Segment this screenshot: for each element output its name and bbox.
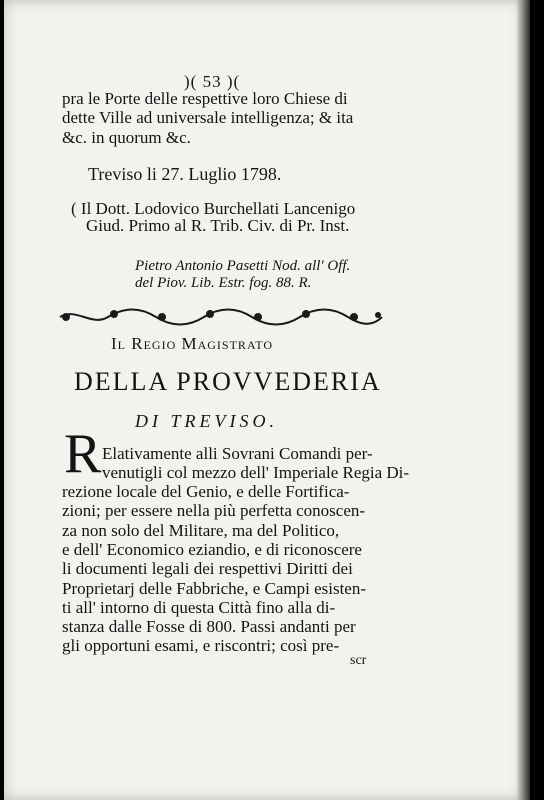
catchword: scr <box>350 653 367 668</box>
body-line: zioni; per essere nella più perfetta conoscen- <box>62 501 366 520</box>
notary-line: Pietro Antonio Pasetti Nod. all' Off. <box>135 258 351 274</box>
continuation-line: pra le Porte delle respettive loro Chiese di <box>62 89 348 108</box>
body-line: e dell' Economico eziandio, e di riconoscere <box>62 540 362 559</box>
body-line: za non solo del Militare, ma del Politico, <box>62 521 340 540</box>
page-number-header: )( 53 )( <box>184 72 241 91</box>
book-page <box>4 0 530 800</box>
body-line: rezione locale del Genio, e delle Fortifica- <box>62 482 350 501</box>
body-line: venutigli col mezzo dell' Imperiale Regia Di- <box>102 463 410 482</box>
body-line: Elativamente alli Sovrani Comandi per- <box>102 444 373 463</box>
page-number: 53 <box>202 72 222 91</box>
continuation-line: dette Ville ad universale intelligenza; & ita <box>62 108 354 127</box>
body-line: Proprietarj delle Fabbriche, e Campi esisten- <box>62 579 367 598</box>
notary-line: del Piov. Lib. Estr. fog. 88. R. <box>135 275 312 291</box>
heading-title: DELLA PROVVEDERIA <box>74 367 382 396</box>
signature-line: ( Il Dott. Lodovico Burchellati Lancenigo <box>71 199 356 218</box>
date-line: Treviso li 27. Luglio 1798. <box>88 164 282 184</box>
heading-city: DI TREVISO. <box>135 411 278 431</box>
page-edge-shadow <box>516 0 530 800</box>
body-line: stanza dalle Fosse di 800. Passi andanti per <box>62 617 356 636</box>
body-line: gli opportuni esami, e riscontri; così pre- <box>62 636 340 655</box>
continuation-line: &c. in quorum &c. <box>62 128 191 147</box>
heading-magistrate: Il Regio Magistrato <box>111 334 274 353</box>
drop-cap: R <box>64 423 102 485</box>
ornament-divider-icon <box>56 305 386 327</box>
body-line: li documenti legali dei respettivi Diritti dei <box>62 559 353 578</box>
body-line: ti all' intorno di questa Città fino alla di- <box>62 598 336 617</box>
signature-line: Giud. Primo al R. Trib. Civ. di Pr. Inst. <box>86 216 350 235</box>
